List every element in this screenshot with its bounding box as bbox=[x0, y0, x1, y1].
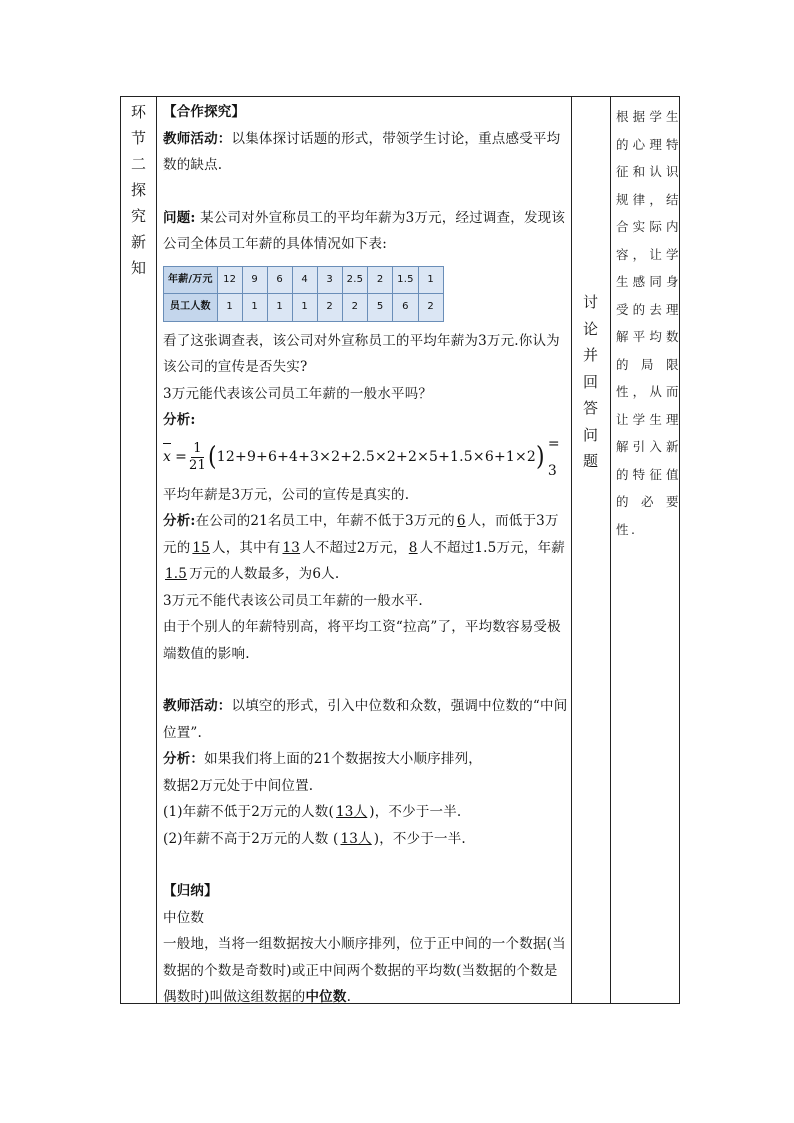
table-cell: 1 bbox=[418, 266, 443, 294]
label: 分析： bbox=[163, 751, 205, 767]
table-cell: 2 bbox=[342, 294, 368, 322]
text: 人，而低于3万元的 bbox=[163, 513, 559, 556]
text: 某公司对外宣称员工的平均年薪为3万元，经过调查，发现该公司全体员工年薪的具体情况如下表: bbox=[163, 209, 566, 252]
stage-label-column bbox=[121, 99, 156, 281]
text: (1)年薪不低于2万元的人数( bbox=[163, 804, 334, 820]
label: 问题: bbox=[163, 209, 196, 226]
text: . bbox=[346, 989, 352, 1005]
discussion-char: 题 bbox=[582, 452, 598, 470]
paragraph: 看了这张调查表，该公司对外宣称员工的平均年薪为3万元.你认为该公司的宣传是否失实? bbox=[163, 332, 560, 375]
teacher-activity-2 bbox=[163, 693, 568, 746]
formula-denominator: 21 bbox=[189, 458, 206, 473]
design-intent-text: 根据学生的心理特征和认识规律，结合实际内容，让学生感同身受的去理解平均数的局限性，从而让学生理解引入新的特征值的必要性. bbox=[616, 109, 681, 537]
table-header-cell: 年薪/万元 bbox=[164, 266, 218, 294]
blank-answer: 6 bbox=[456, 513, 466, 529]
discussion-char: 并 bbox=[582, 346, 598, 364]
text: (2)年薪不高于2万元的人数 ( bbox=[163, 830, 339, 847]
question-paragraph bbox=[163, 205, 568, 258]
text: 以填空的形式，引入中位数和众数，强调中位数的“中间位置”. bbox=[163, 698, 568, 741]
discussion-column bbox=[571, 289, 610, 475]
table-header-cell: 员工人数 bbox=[164, 294, 218, 322]
section-heading: 【合作探究】 bbox=[163, 104, 246, 120]
fill-item-2 bbox=[163, 826, 568, 853]
label: 教师活动： bbox=[163, 130, 232, 147]
lesson-table bbox=[120, 96, 680, 1004]
discussion-char: 论 bbox=[582, 319, 598, 338]
discussion-char: 答 bbox=[582, 399, 598, 417]
label: 教师活动： bbox=[163, 698, 232, 714]
salary-table bbox=[163, 266, 444, 322]
table-cell: 3 bbox=[317, 266, 342, 294]
median-title: 中位数 bbox=[163, 909, 205, 926]
text: )，不少于一半. bbox=[373, 830, 466, 847]
table-cell: 1.5 bbox=[393, 266, 419, 294]
table-cell: 4 bbox=[292, 266, 317, 294]
stage-char: 新 bbox=[130, 233, 146, 251]
stage-char: 探 bbox=[130, 181, 146, 199]
section-heading: 【归纳】 bbox=[163, 883, 218, 899]
analysis-label: 分析: bbox=[163, 412, 196, 428]
blank-answer: 15 bbox=[192, 539, 210, 556]
table-cell: 6 bbox=[393, 294, 419, 322]
text: 以集体探讨话题的形式，带领学生讨论，重点感受平均数的缺点. bbox=[163, 130, 561, 173]
paragraph: 3万元不能代表该公司员工年薪的一般水平. bbox=[163, 592, 423, 609]
blank-answer: 13人 bbox=[340, 830, 372, 847]
formula-lhs: x bbox=[163, 444, 171, 471]
table-cell: 9 bbox=[242, 266, 267, 294]
table-cell: 2 bbox=[418, 294, 443, 322]
stage-char: 知 bbox=[130, 259, 146, 277]
blank-answer: 13 bbox=[282, 539, 301, 556]
blank-answer: 13人 bbox=[335, 804, 368, 820]
table-cell: 5 bbox=[368, 294, 393, 322]
teacher-activity-1 bbox=[163, 126, 568, 179]
stage-char: 节 bbox=[130, 129, 146, 147]
text: 人不超过1.5万元，年薪 bbox=[419, 539, 565, 556]
table-cell: 1 bbox=[267, 294, 292, 322]
table-row bbox=[164, 266, 444, 294]
table-cell: 1 bbox=[242, 294, 267, 322]
text: 一般地，当将一组数据按大小顺序排列，位于正中间的一个数据(当数据的个数是奇数时)或正中间两个数据的平均数(当数据的个数是偶数时)叫做这组数据的 bbox=[163, 936, 566, 1005]
text: 万元的人数最多，为6人. bbox=[189, 566, 340, 582]
column-divider bbox=[571, 97, 572, 1003]
text: 如果我们将上面的21个数据按大小顺序排列， bbox=[204, 751, 482, 767]
stage-char: 究 bbox=[130, 207, 146, 225]
text: 人不超过2万元， bbox=[302, 539, 407, 556]
analysis-3-paragraph bbox=[163, 746, 568, 773]
paragraph: 数据2万元处于中间位置. bbox=[163, 777, 314, 794]
text: 在公司的21名员工中，年薪不低于3万元的 bbox=[195, 513, 455, 529]
label: 分析: bbox=[163, 513, 196, 529]
stage-char: 二 bbox=[130, 155, 146, 173]
paragraph: 3万元能代表该公司员工年薪的一般水平吗？ bbox=[163, 385, 433, 402]
main-content bbox=[163, 99, 568, 1011]
column-divider bbox=[156, 97, 157, 1003]
median-definition bbox=[163, 931, 568, 1011]
text: )，不少于一半. bbox=[369, 804, 462, 820]
discussion-char: 回 bbox=[582, 372, 598, 391]
table-cell: 2 bbox=[317, 294, 342, 322]
table-cell: 2 bbox=[368, 266, 393, 294]
paren-close: ) bbox=[536, 441, 545, 472]
table-cell: 2.5 bbox=[342, 266, 368, 294]
fill-item-1 bbox=[163, 799, 568, 826]
discussion-char: 讨 bbox=[582, 293, 598, 311]
term: 中位数 bbox=[305, 989, 347, 1005]
blank-answer: 8 bbox=[408, 539, 418, 556]
formula-fraction bbox=[189, 441, 206, 474]
table-row bbox=[164, 294, 444, 322]
formula-numerator: 1 bbox=[193, 441, 202, 456]
mean-formula bbox=[163, 438, 568, 478]
table-cell: 12 bbox=[217, 266, 242, 294]
paren-open: ( bbox=[208, 441, 217, 472]
formula-body: 12+9+6+4+3×2+2.5×2+2×5+1.5×6+1×2 bbox=[216, 449, 537, 466]
blank-answer: 1.5 bbox=[165, 566, 188, 582]
table-cell: 1 bbox=[217, 294, 242, 322]
text: 人，其中有 bbox=[212, 539, 281, 556]
discussion-char: 问 bbox=[582, 425, 598, 444]
formula-result: = 3 bbox=[547, 436, 560, 479]
stage-char: 环 bbox=[130, 103, 146, 121]
formula-eq: = bbox=[175, 449, 188, 466]
table-cell: 6 bbox=[267, 266, 292, 294]
paragraph: 平均年薪是3万元，公司的宣传是真实的. bbox=[163, 486, 410, 503]
paragraph: 由于个别人的年薪特别高，将平均工资“拉高”了，平均数容易受极端数值的影响. bbox=[163, 619, 561, 662]
table-cell: 1 bbox=[292, 294, 317, 322]
analysis-2-paragraph bbox=[163, 508, 568, 588]
